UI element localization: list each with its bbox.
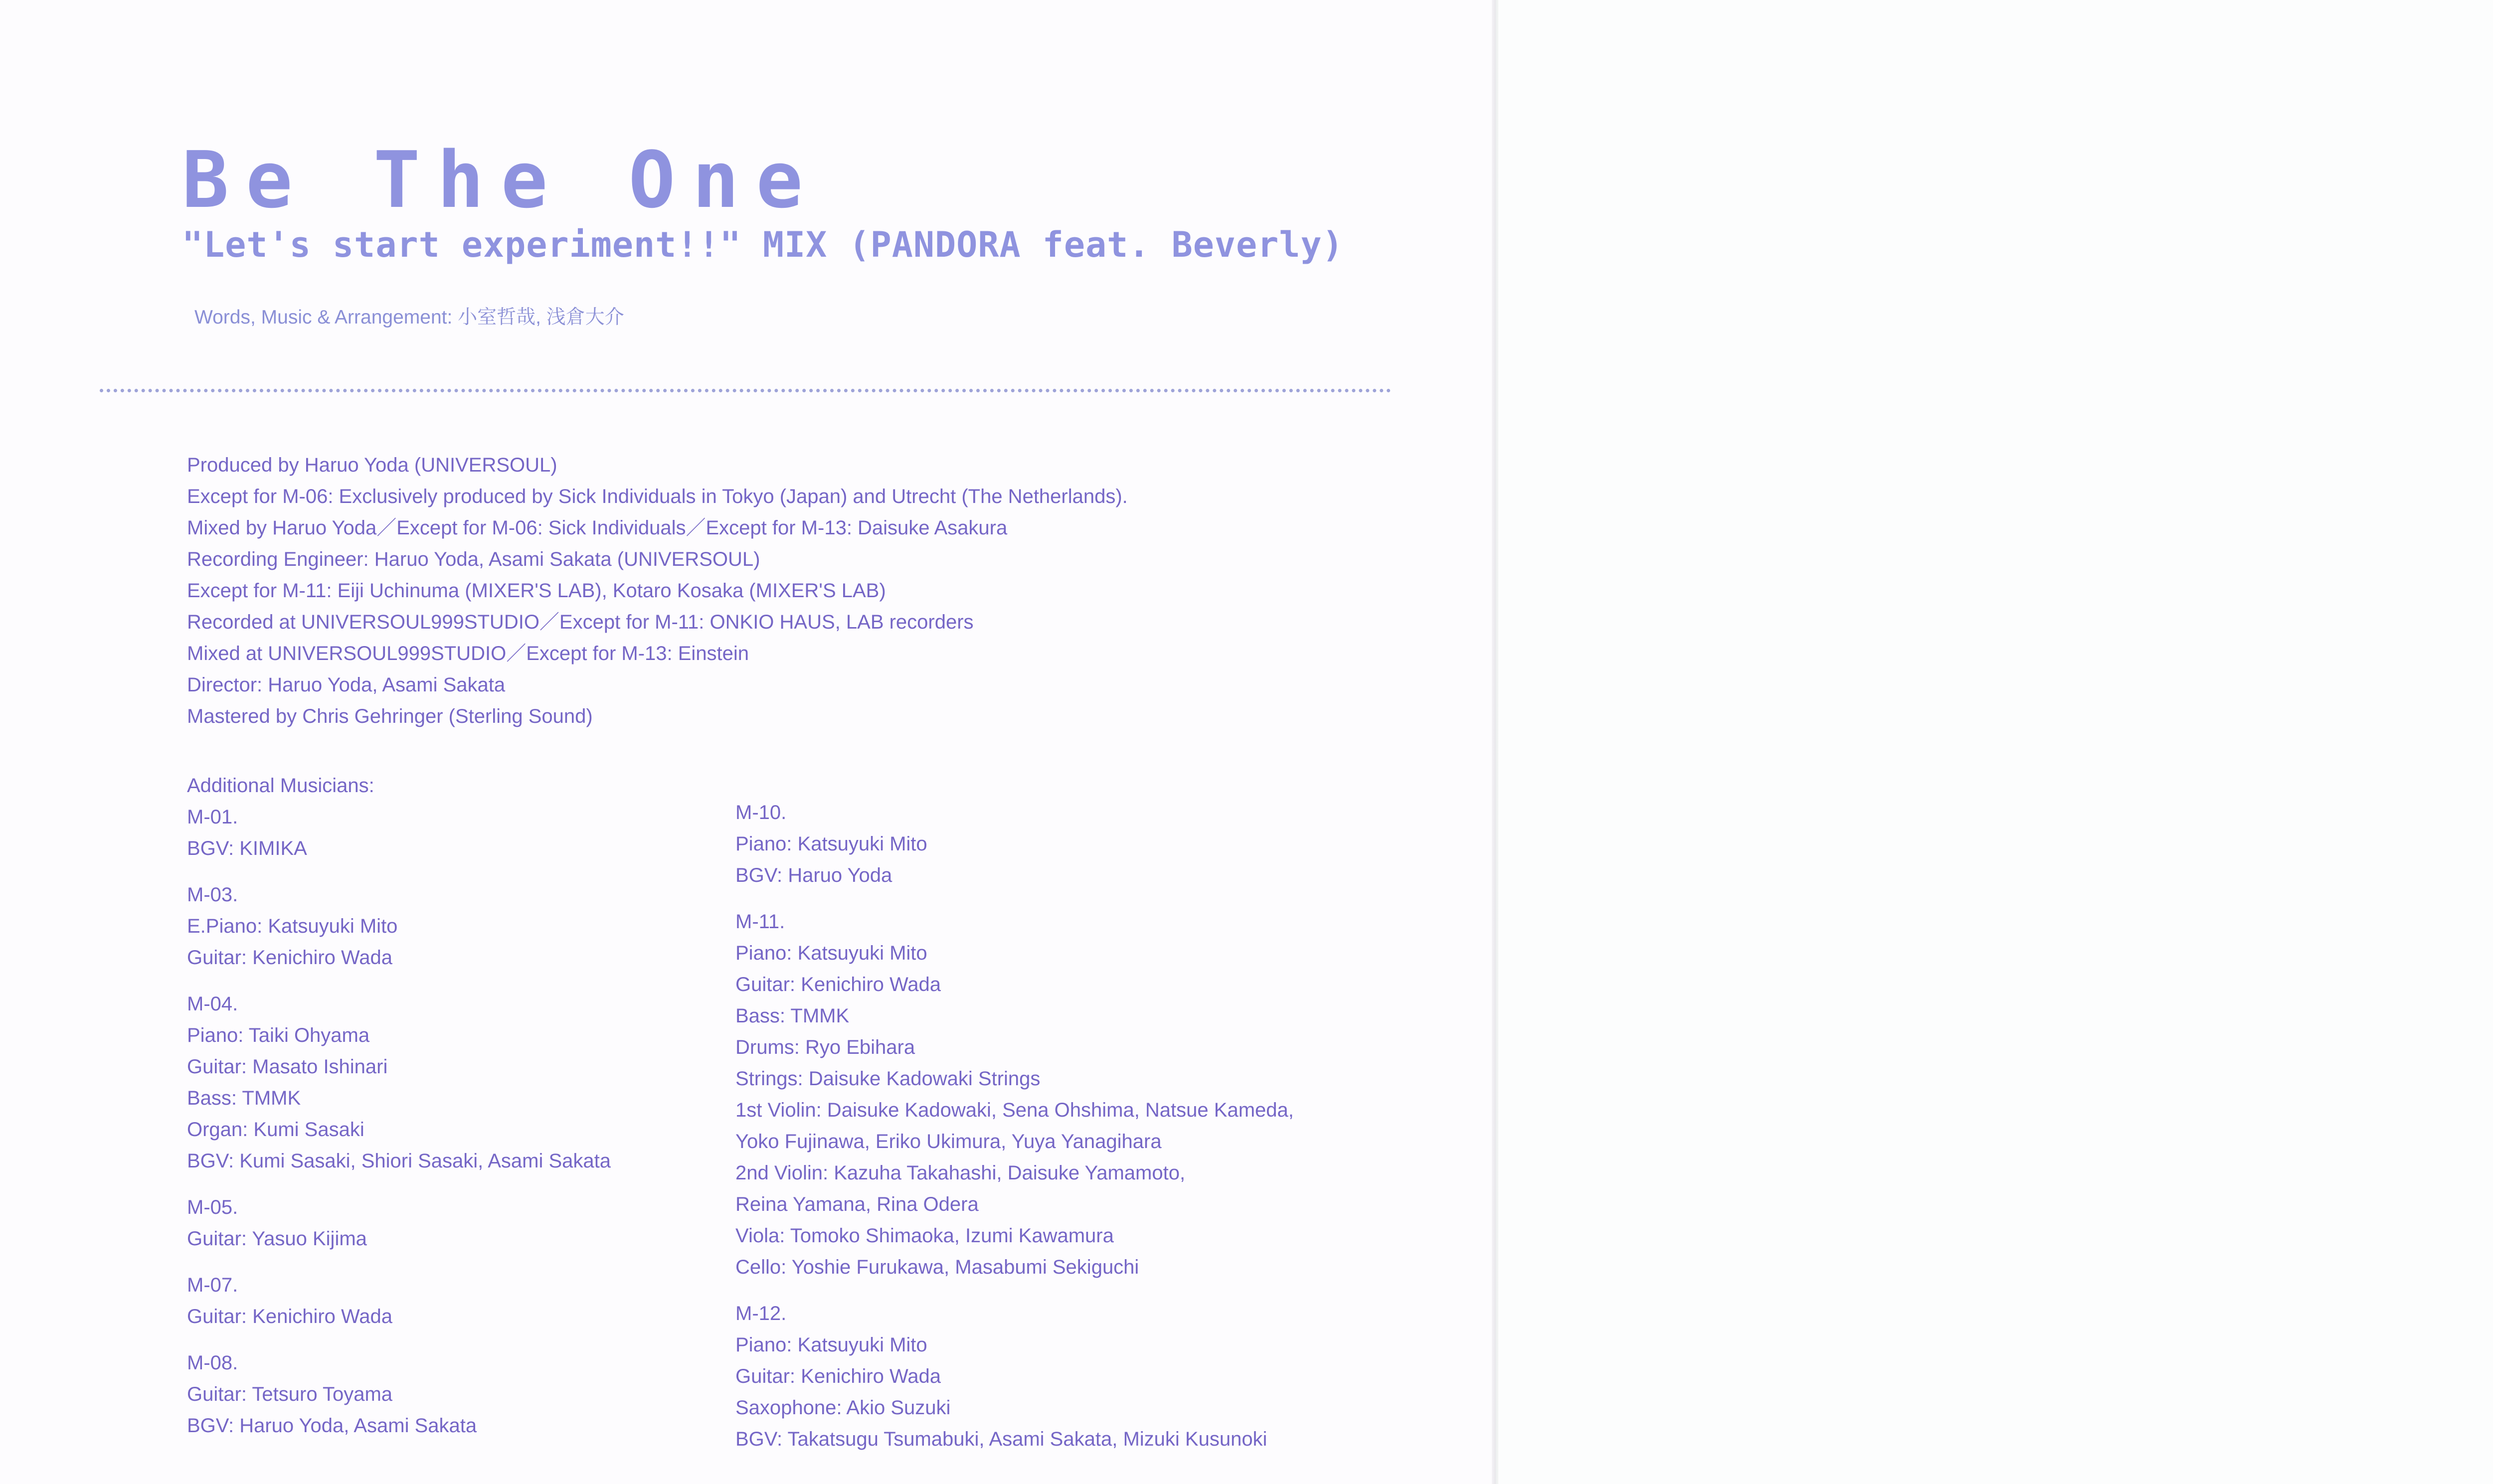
musician-credit-line: Saxophone: Akio Suzuki xyxy=(735,1397,951,1419)
musician-credit-line: Piano: Katsuyuki Mito xyxy=(735,833,927,855)
musician-credit-line: Guitar: Tetsuro Toyama xyxy=(187,1383,393,1405)
musician-credit-line: Guitar: Masato Ishinari xyxy=(187,1056,388,1078)
musician-credit-line: Bass: TMMK xyxy=(187,1087,301,1109)
production-credit-line: Except for M-06: Exclusively produced by Sick Individuals in Tokyo (Japan) and Utrecht (The Netherlands). xyxy=(187,486,1128,507)
album-subtitle: "Let's start experiment!!" MIX (PANDORA feat. Beverly) xyxy=(182,224,1344,265)
production-credits xyxy=(187,450,1128,732)
musician-credit-line: Strings: Daisuke Kadowaki Strings xyxy=(735,1068,1041,1090)
musician-credit-line: 2nd Violin: Kazuha Takahashi, Daisuke Yamamoto, xyxy=(735,1162,1186,1184)
production-credit-line: Director: Haruo Yoda, Asami Sakata xyxy=(187,674,506,696)
additional-musicians-column-2 xyxy=(735,797,1294,1455)
musician-credit-line: M-10. xyxy=(735,802,787,824)
musician-credit-line: BGV: Takatsugu Tsumabuki, Asami Sakata, Mizuki Kusunoki xyxy=(735,1428,1267,1450)
musician-credit-line: M-11. xyxy=(735,911,785,933)
musician-credit-line: Additional Musicians: xyxy=(187,775,374,797)
spacer xyxy=(735,1283,1294,1298)
musician-credit-line: Piano: Katsuyuki Mito xyxy=(735,942,927,964)
musician-credit-line: BGV: KIMIKA xyxy=(187,837,307,859)
musician-credit-line: Guitar: Kenichiro Wada xyxy=(735,1365,941,1387)
production-credit-line: Recorded at UNIVERSOUL999STUDIO／Except for M-11: ONKIO HAUS, LAB recorders xyxy=(187,611,974,633)
spacer xyxy=(187,1332,611,1347)
spacer xyxy=(187,1177,611,1192)
spacer xyxy=(187,1255,611,1270)
musician-credit-line: M-04. xyxy=(187,993,238,1015)
musician-credit-line: Guitar: Kenichiro Wada xyxy=(735,974,941,995)
musician-credit-line: BGV: Haruo Yoda, Asami Sakata xyxy=(187,1415,477,1437)
musician-credit-line: Drums: Ryo Ebihara xyxy=(735,1036,915,1058)
musician-credit-line: M-05. xyxy=(187,1196,238,1218)
musician-credit-line: Guitar: Kenichiro Wada xyxy=(187,1306,393,1327)
musician-credit-line: E.Piano: Katsuyuki Mito xyxy=(187,915,398,937)
dotted-divider xyxy=(100,389,1391,392)
musician-credit-line: M-12. xyxy=(735,1303,787,1324)
production-credit-line: Mixed at UNIVERSOUL999STUDIO／Except for M-13: Einstein xyxy=(187,643,749,664)
spacer xyxy=(187,864,611,879)
musician-credit-line: Cello: Yoshie Furukawa, Masabumi Sekiguchi xyxy=(735,1256,1139,1278)
musician-credit-line: Guitar: Yasuo Kijima xyxy=(187,1228,367,1250)
production-credit-line: Except for M-11: Eiji Uchinuma (MIXER'S LAB), Kotaro Kosaka (MIXER'S LAB) xyxy=(187,580,886,602)
musician-credit-line: M-07. xyxy=(187,1274,238,1296)
right-page xyxy=(1498,0,2493,1484)
musician-credit-line: 1st Violin: Daisuke Kadowaki, Sena Ohshima, Natsue Kameda, xyxy=(735,1099,1294,1121)
album-title: Be The One xyxy=(182,135,820,225)
musician-credit-line: M-08. xyxy=(187,1352,238,1374)
musician-credit-line: Piano: Taiki Ohyama xyxy=(187,1024,370,1046)
musician-credit-line: Reina Yamana, Rina Odera xyxy=(735,1193,979,1215)
spacer xyxy=(187,974,611,989)
musician-credit-line: Viola: Tomoko Shimaoka, Izumi Kawamura xyxy=(735,1225,1114,1247)
musician-credit-line: Piano: Katsuyuki Mito xyxy=(735,1334,927,1356)
musician-credit-line: Organ: Kumi Sasaki xyxy=(187,1119,364,1141)
words-music-credit: Words, Music & Arrangement: 小室哲哉, 浅倉大介 xyxy=(194,307,624,328)
musician-credit-line: M-01. xyxy=(187,806,238,828)
musician-credit-line: M-03. xyxy=(187,884,238,906)
production-credit-line: Mixed by Haruo Yoda／Except for M-06: Sick Individuals／Except for M-13: Daisuke Asakura xyxy=(187,517,1008,539)
production-credit-line: Recording Engineer: Haruo Yoda, Asami Sakata (UNIVERSOUL) xyxy=(187,548,760,570)
musician-credit-line: BGV: Kumi Sasaki, Shiori Sasaki, Asami Sakata xyxy=(187,1150,611,1172)
musician-credit-line: Bass: TMMK xyxy=(735,1005,850,1027)
production-credit-line: Produced by Haruo Yoda (UNIVERSOUL) xyxy=(187,454,557,476)
musician-credit-line: BGV: Haruo Yoda xyxy=(735,864,892,886)
musician-credit-line: Guitar: Kenichiro Wada xyxy=(187,947,393,969)
additional-musicians-column-1 xyxy=(187,770,611,1442)
musician-credit-line: Yoko Fujinawa, Eriko Ukimura, Yuya Yanagihara xyxy=(735,1131,1162,1153)
production-credit-line: Mastered by Chris Gehringer (Sterling Sound) xyxy=(187,705,593,727)
spacer xyxy=(735,891,1294,906)
